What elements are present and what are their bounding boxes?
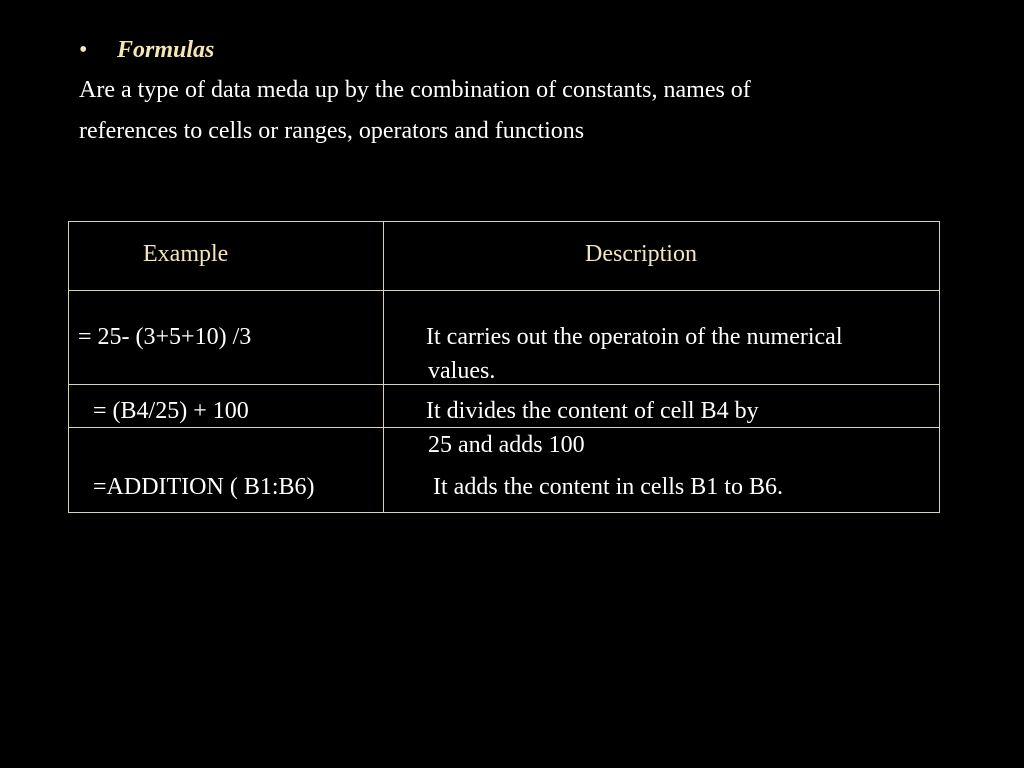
table-cell-description: 25 and adds 100 <box>428 432 585 458</box>
table-cell-example: = 25- (3+5+10) /3 <box>78 324 252 350</box>
table-cell-example: =ADDITION ( B1:B6) <box>93 474 315 500</box>
section-heading: Formulas <box>117 37 215 63</box>
table-header-example: Example <box>143 241 229 267</box>
table-border-right <box>939 221 940 513</box>
table-row-divider <box>68 290 940 291</box>
table-row-divider <box>68 384 940 385</box>
table-cell-example: = (B4/25) + 100 <box>93 398 249 424</box>
table-cell-description: It carries out the operatoin of the numerical <box>426 324 843 350</box>
intro-line-1: Are a type of data meda up by the combination of constants, names of <box>79 77 751 103</box>
table-cell-description: It adds the content in cells B1 to B6. <box>433 474 783 500</box>
intro-line-2: references to cells or ranges, operators and functions <box>79 118 585 144</box>
table-cell-description: It divides the content of cell B4 by <box>426 398 759 424</box>
table-border-top <box>68 221 940 222</box>
table-border-bottom <box>68 512 940 513</box>
table-border-left <box>68 221 69 513</box>
table-cell-description: values. <box>428 358 496 384</box>
table-header-description: Description <box>585 241 697 267</box>
bullet-marker: • <box>79 37 88 63</box>
table-column-divider <box>383 221 384 513</box>
